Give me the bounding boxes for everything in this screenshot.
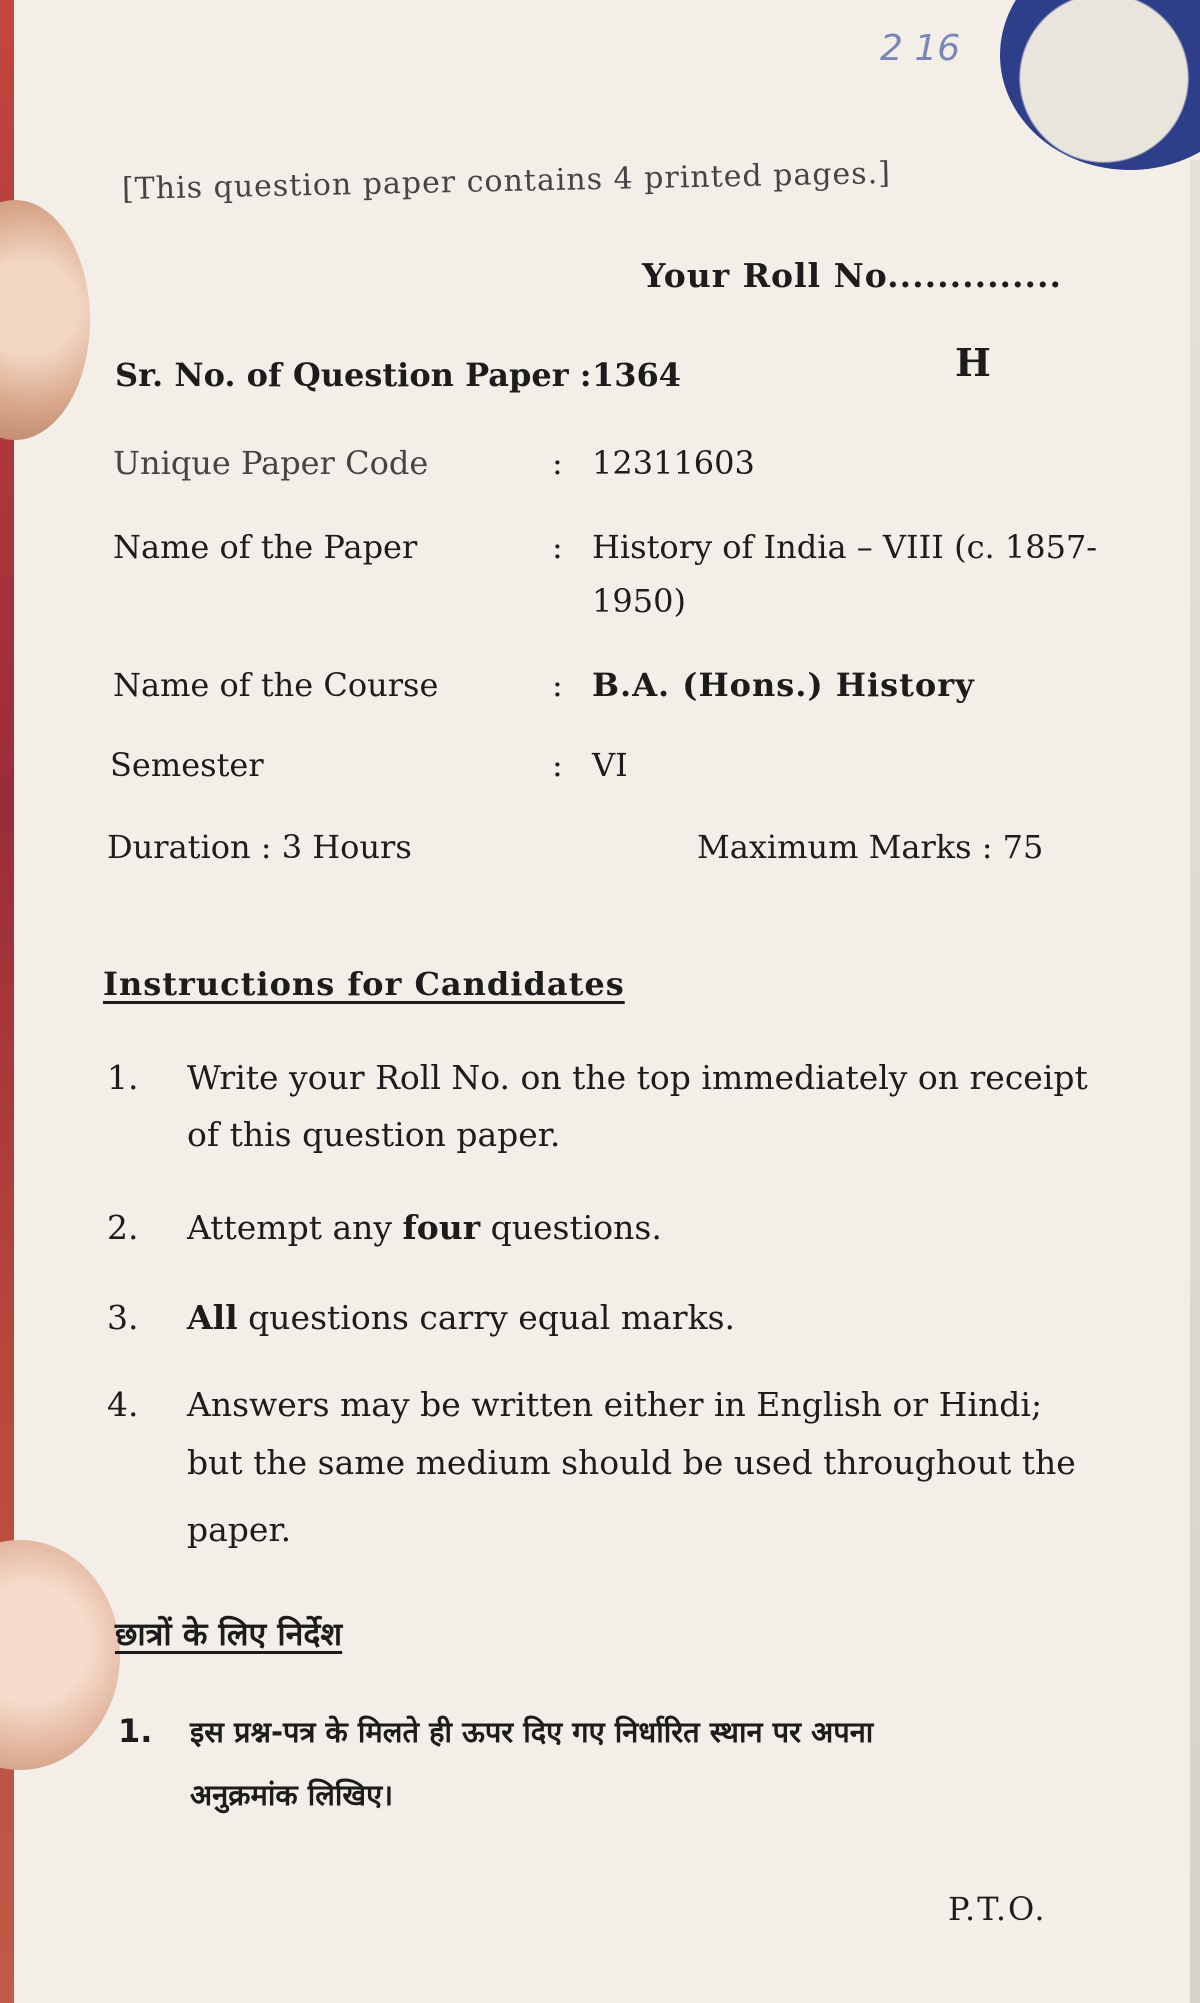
semester-value: VI [592, 746, 628, 784]
hindi-instruction-1-line1: इस प्रश्न-पत्र के मिलते ही ऊपर दिए गए निर्धारित स्थान पर अपना [190, 1715, 874, 1749]
instruction-3-post: questions carry equal marks. [237, 1298, 736, 1337]
roll-no-label: Your Roll No.............. [642, 256, 1063, 295]
duration: Duration : 3 Hours [107, 828, 412, 866]
semester-label: Semester [110, 746, 264, 784]
unique-code-value: 12311603 [592, 444, 755, 482]
course-name-label: Name of the Course [113, 666, 439, 704]
paper-name-value-line2: 1950) [592, 582, 686, 620]
semester-sep: : [552, 746, 563, 784]
header-note: [This question paper contains 4 printed pages.] [121, 155, 892, 207]
instruction-4-line2: but the same medium should be used throughout the [187, 1443, 1076, 1482]
paper-name-label: Name of the Paper [113, 528, 418, 566]
instructions-heading: Instructions for Candidates [103, 965, 625, 1003]
instruction-2-number: 2. [107, 1208, 139, 1247]
paper-name-value-line1: History of India – VIII (c. 1857- [592, 528, 1098, 566]
thumb-bottom [0, 1540, 120, 1770]
page-footer-pto: P.T.O. [948, 1890, 1047, 1928]
corner-decoration [1000, 0, 1200, 170]
instruction-1-line1: Write your Roll No. on the top immediately on receipt [187, 1058, 1088, 1097]
instruction-3-text [187, 1298, 735, 1337]
unique-code-sep: : [552, 444, 563, 482]
instruction-4-line1: Answers may be written either in English or Hindi; [187, 1385, 1043, 1424]
paper-name-sep: : [552, 528, 563, 566]
max-marks: Maximum Marks : 75 [697, 828, 1044, 866]
page-right-shadow [1190, 160, 1200, 2003]
hindi-instruction-1-line2: अनुक्रमांक लिखिए। [190, 1778, 394, 1812]
unique-code-label: Unique Paper Code [113, 444, 429, 482]
handwritten-mark: 2 16 [880, 28, 961, 69]
instruction-2-bold: four [402, 1208, 481, 1247]
instruction-2-post: questions. [480, 1208, 662, 1247]
sr-no-label: Sr. No. of Question Paper : [115, 356, 592, 394]
instruction-3-number: 3. [107, 1298, 139, 1337]
paper-set-letter: H [955, 340, 991, 385]
hindi-instructions-heading: छात्रों के लिए निर्देश [115, 1615, 343, 1653]
instruction-2-text [187, 1208, 662, 1247]
sr-no-value: 1364 [592, 356, 682, 394]
course-name-sep: : [552, 666, 563, 704]
course-name-value: B.A. (Hons.) History [592, 666, 975, 704]
thumb-top [0, 200, 90, 440]
instruction-2-pre: Attempt any [187, 1208, 403, 1247]
instruction-1-line2: of this question paper. [187, 1115, 561, 1154]
hindi-instruction-1-number: 1. [118, 1712, 153, 1750]
instruction-1-number: 1. [107, 1058, 139, 1097]
instruction-4-line3: paper. [187, 1510, 292, 1549]
instruction-3-bold: All [187, 1298, 238, 1337]
instruction-4-number: 4. [107, 1385, 139, 1424]
